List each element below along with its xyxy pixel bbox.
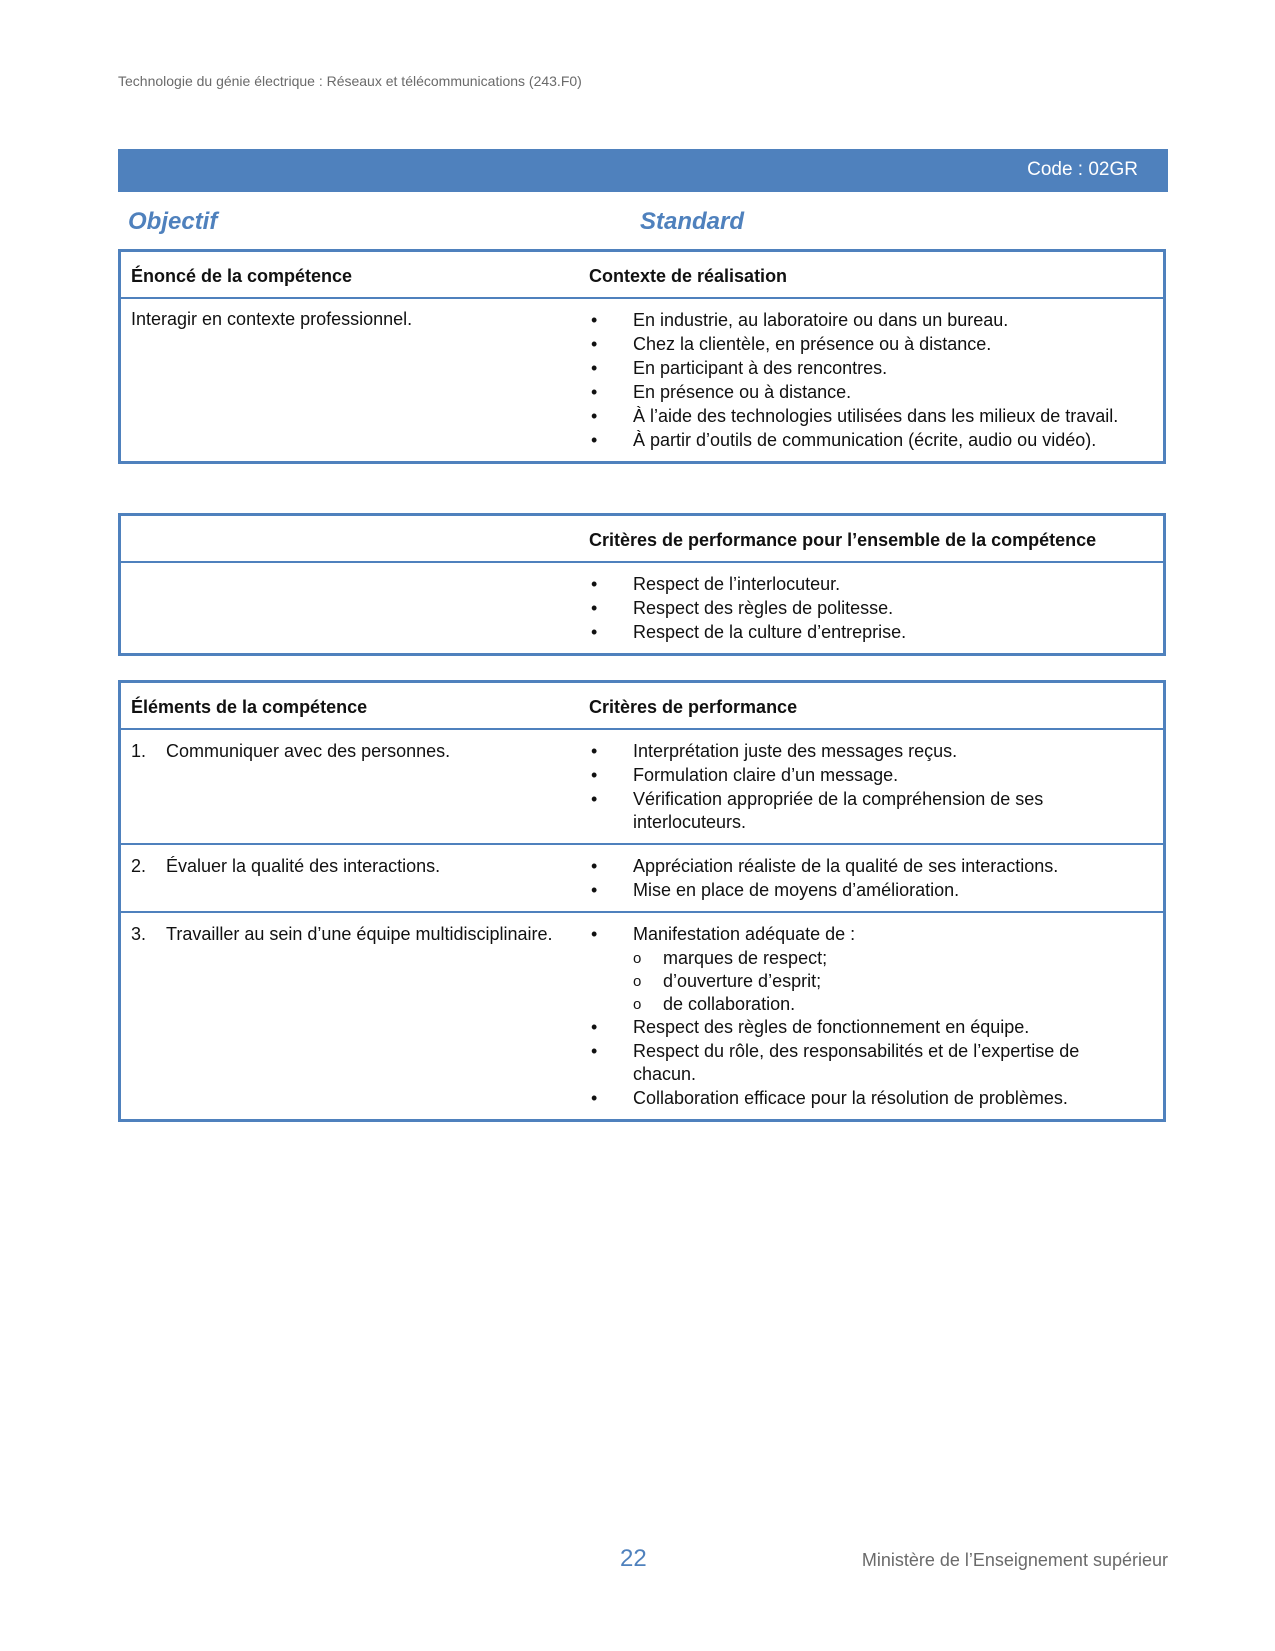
document-header: Technologie du génie électrique : Réseaux et télécommunications (243.F0) bbox=[118, 73, 582, 89]
list-item: • En participant à des rencontres. bbox=[589, 357, 1143, 380]
sub-list-item: o de collaboration. bbox=[633, 993, 1143, 1016]
elements-table bbox=[118, 680, 1166, 1122]
table-row bbox=[121, 297, 1163, 461]
criteria-list bbox=[589, 1016, 1143, 1110]
list-item: • Interprétation juste des messages reçus. bbox=[589, 740, 1143, 763]
criteria-list bbox=[589, 923, 1143, 946]
footer-ministry: Ministère de l’Enseignement supérieur bbox=[861, 1550, 1168, 1570]
list-item: • En présence ou à distance. bbox=[589, 381, 1143, 404]
element-2: 2. Évaluer la qualité des interactions. bbox=[131, 856, 441, 876]
list-item: • Appréciation réaliste de la qualité de ses interactions. bbox=[589, 855, 1143, 878]
list-item: • Manifestation adéquate de : bbox=[589, 923, 1143, 946]
header-statement: Énoncé de la compétence bbox=[131, 266, 353, 286]
table-row bbox=[121, 728, 1163, 843]
table-row bbox=[121, 911, 1163, 1119]
table-row bbox=[121, 561, 1163, 653]
table-row bbox=[121, 843, 1163, 911]
header-elements: Éléments de la compétence bbox=[131, 697, 368, 717]
criteria-list bbox=[589, 855, 1143, 902]
list-item: • Respect des règles de politesse. bbox=[589, 597, 1143, 620]
global-criteria-table bbox=[118, 513, 1166, 656]
list-item: • À l’aide des technologies utilisées dans les milieux de travail. bbox=[589, 405, 1143, 428]
objectif-label: Objectif bbox=[128, 208, 218, 235]
table-header-row bbox=[121, 516, 1163, 561]
context-list bbox=[589, 309, 1143, 452]
element-3: 3. Travailler au sein d’une équipe multidisciplinaire. bbox=[131, 924, 553, 944]
competency-code: Code : 02GR bbox=[1027, 159, 1138, 180]
sub-list-item: o marques de respect; bbox=[633, 947, 1143, 970]
element-1: 1. Communiquer avec des personnes. bbox=[131, 741, 451, 761]
list-item: • Mise en place de moyens d’amélioration. bbox=[589, 879, 1143, 902]
list-item: • Respect du rôle, des responsabilités et de l’expertise de chacun. bbox=[589, 1040, 1143, 1086]
global-criteria-list bbox=[589, 573, 1143, 644]
list-item: • À partir d’outils de communication (écrite, audio ou vidéo). bbox=[589, 429, 1143, 452]
code-bar bbox=[118, 149, 1168, 192]
competency-statement: Interagir en contexte professionnel. bbox=[131, 309, 413, 329]
list-item: • Respect de l’interlocuteur. bbox=[589, 573, 1143, 596]
list-item: • Formulation claire d’un message. bbox=[589, 764, 1143, 787]
page-number: 22 bbox=[620, 1545, 647, 1572]
standard-label: Standard bbox=[640, 208, 745, 235]
list-item: • Chez la clientèle, en présence ou à distance. bbox=[589, 333, 1143, 356]
list-item: • Respect des règles de fonctionnement en équipe. bbox=[589, 1016, 1143, 1039]
header-global-criteria: Critères de performance pour l’ensemble de la compétence bbox=[589, 530, 1097, 550]
table-header-row bbox=[121, 252, 1163, 297]
list-item: • Collaboration efficace pour la résolution de problèmes. bbox=[589, 1087, 1143, 1110]
header-context: Contexte de réalisation bbox=[589, 266, 788, 286]
list-item: • Vérification appropriée de la compréhension de ses interlocuteurs. bbox=[589, 788, 1143, 834]
competency-statement-table bbox=[118, 249, 1166, 464]
criteria-list bbox=[589, 740, 1143, 834]
list-item: • En industrie, au laboratoire ou dans un bureau. bbox=[589, 309, 1143, 332]
list-item: • Respect de la culture d’entreprise. bbox=[589, 621, 1143, 644]
table-header-row bbox=[121, 683, 1163, 728]
header-criteria: Critères de performance bbox=[589, 697, 798, 717]
sub-list-item: o d’ouverture d’esprit; bbox=[633, 970, 1143, 993]
sub-criteria-list bbox=[589, 947, 1143, 1016]
